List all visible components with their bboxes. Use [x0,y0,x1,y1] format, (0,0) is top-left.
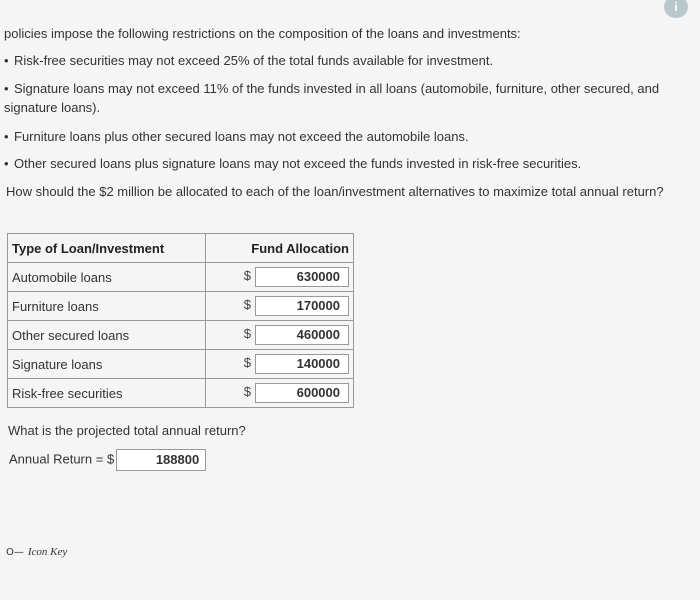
annual-return-row [9,449,206,471]
row-label: Automobile loans [8,263,206,292]
allocation-input-automobile[interactable]: 630000 [255,267,349,287]
currency-symbol: $ [106,451,115,467]
column-header-allocation: Fund Allocation [205,234,353,263]
info-icon[interactable]: i [664,0,688,18]
table-row [8,379,354,408]
bullet-dot-icon: • [4,156,9,171]
row-label: Signature loans [8,350,206,379]
currency-symbol: $ [243,326,251,342]
icon-key-link[interactable] [6,546,67,558]
currency-symbol: $ [243,355,251,371]
table-row [8,292,354,321]
table-row [8,321,354,350]
bullet-item: • Furniture loans plus other secured loans may not exceed the automobile loans. [4,129,469,144]
equals-sign: = [95,451,104,467]
row-label: Furniture loans [8,292,206,321]
table-header-row [8,234,354,263]
allocation-input-furniture[interactable]: 170000 [255,296,349,316]
intro-text: policies impose the following restrictions on the composition of the loans and investments: [4,26,521,41]
bullet-item: • Risk-free securities may not exceed 25% of the total funds available for investment. [4,53,494,68]
bullet-item: • Other secured loans plus signature loans may not exceed the funds invested in risk-free securities. [4,156,582,171]
table-row [8,263,354,292]
bullet-item: • Signature loans may not exceed 11% of the funds invested in all loans (automobile, furniture, other secured, and signature loans). [4,81,660,115]
currency-symbol: $ [243,384,251,400]
annual-return-label: Annual Return [9,451,93,467]
currency-symbol: $ [243,297,251,313]
return-question: What is the projected total annual return? [8,423,246,438]
allocation-input-risk-free[interactable]: 600000 [255,383,349,403]
allocation-table [7,233,354,408]
allocation-input-signature[interactable]: 140000 [255,354,349,374]
key-icon: O— [6,547,24,558]
annual-return-input[interactable]: 188800 [116,449,206,471]
row-label: Risk-free securities [8,379,206,408]
bullet-dot-icon: • [4,129,9,144]
column-header-type: Type of Loan/Investment [8,234,206,263]
currency-symbol: $ [243,268,251,284]
question-text: How should the $2 million be allocated to each of the loan/investment alternatives to maximize total annual return? [6,184,664,199]
bullet-dot-icon: • [4,81,9,96]
allocation-input-other-secured[interactable]: 460000 [255,325,349,345]
table-row [8,350,354,379]
icon-key-label: Icon Key [27,546,68,558]
bullet-dot-icon: • [4,53,9,68]
row-label: Other secured loans [8,321,206,350]
